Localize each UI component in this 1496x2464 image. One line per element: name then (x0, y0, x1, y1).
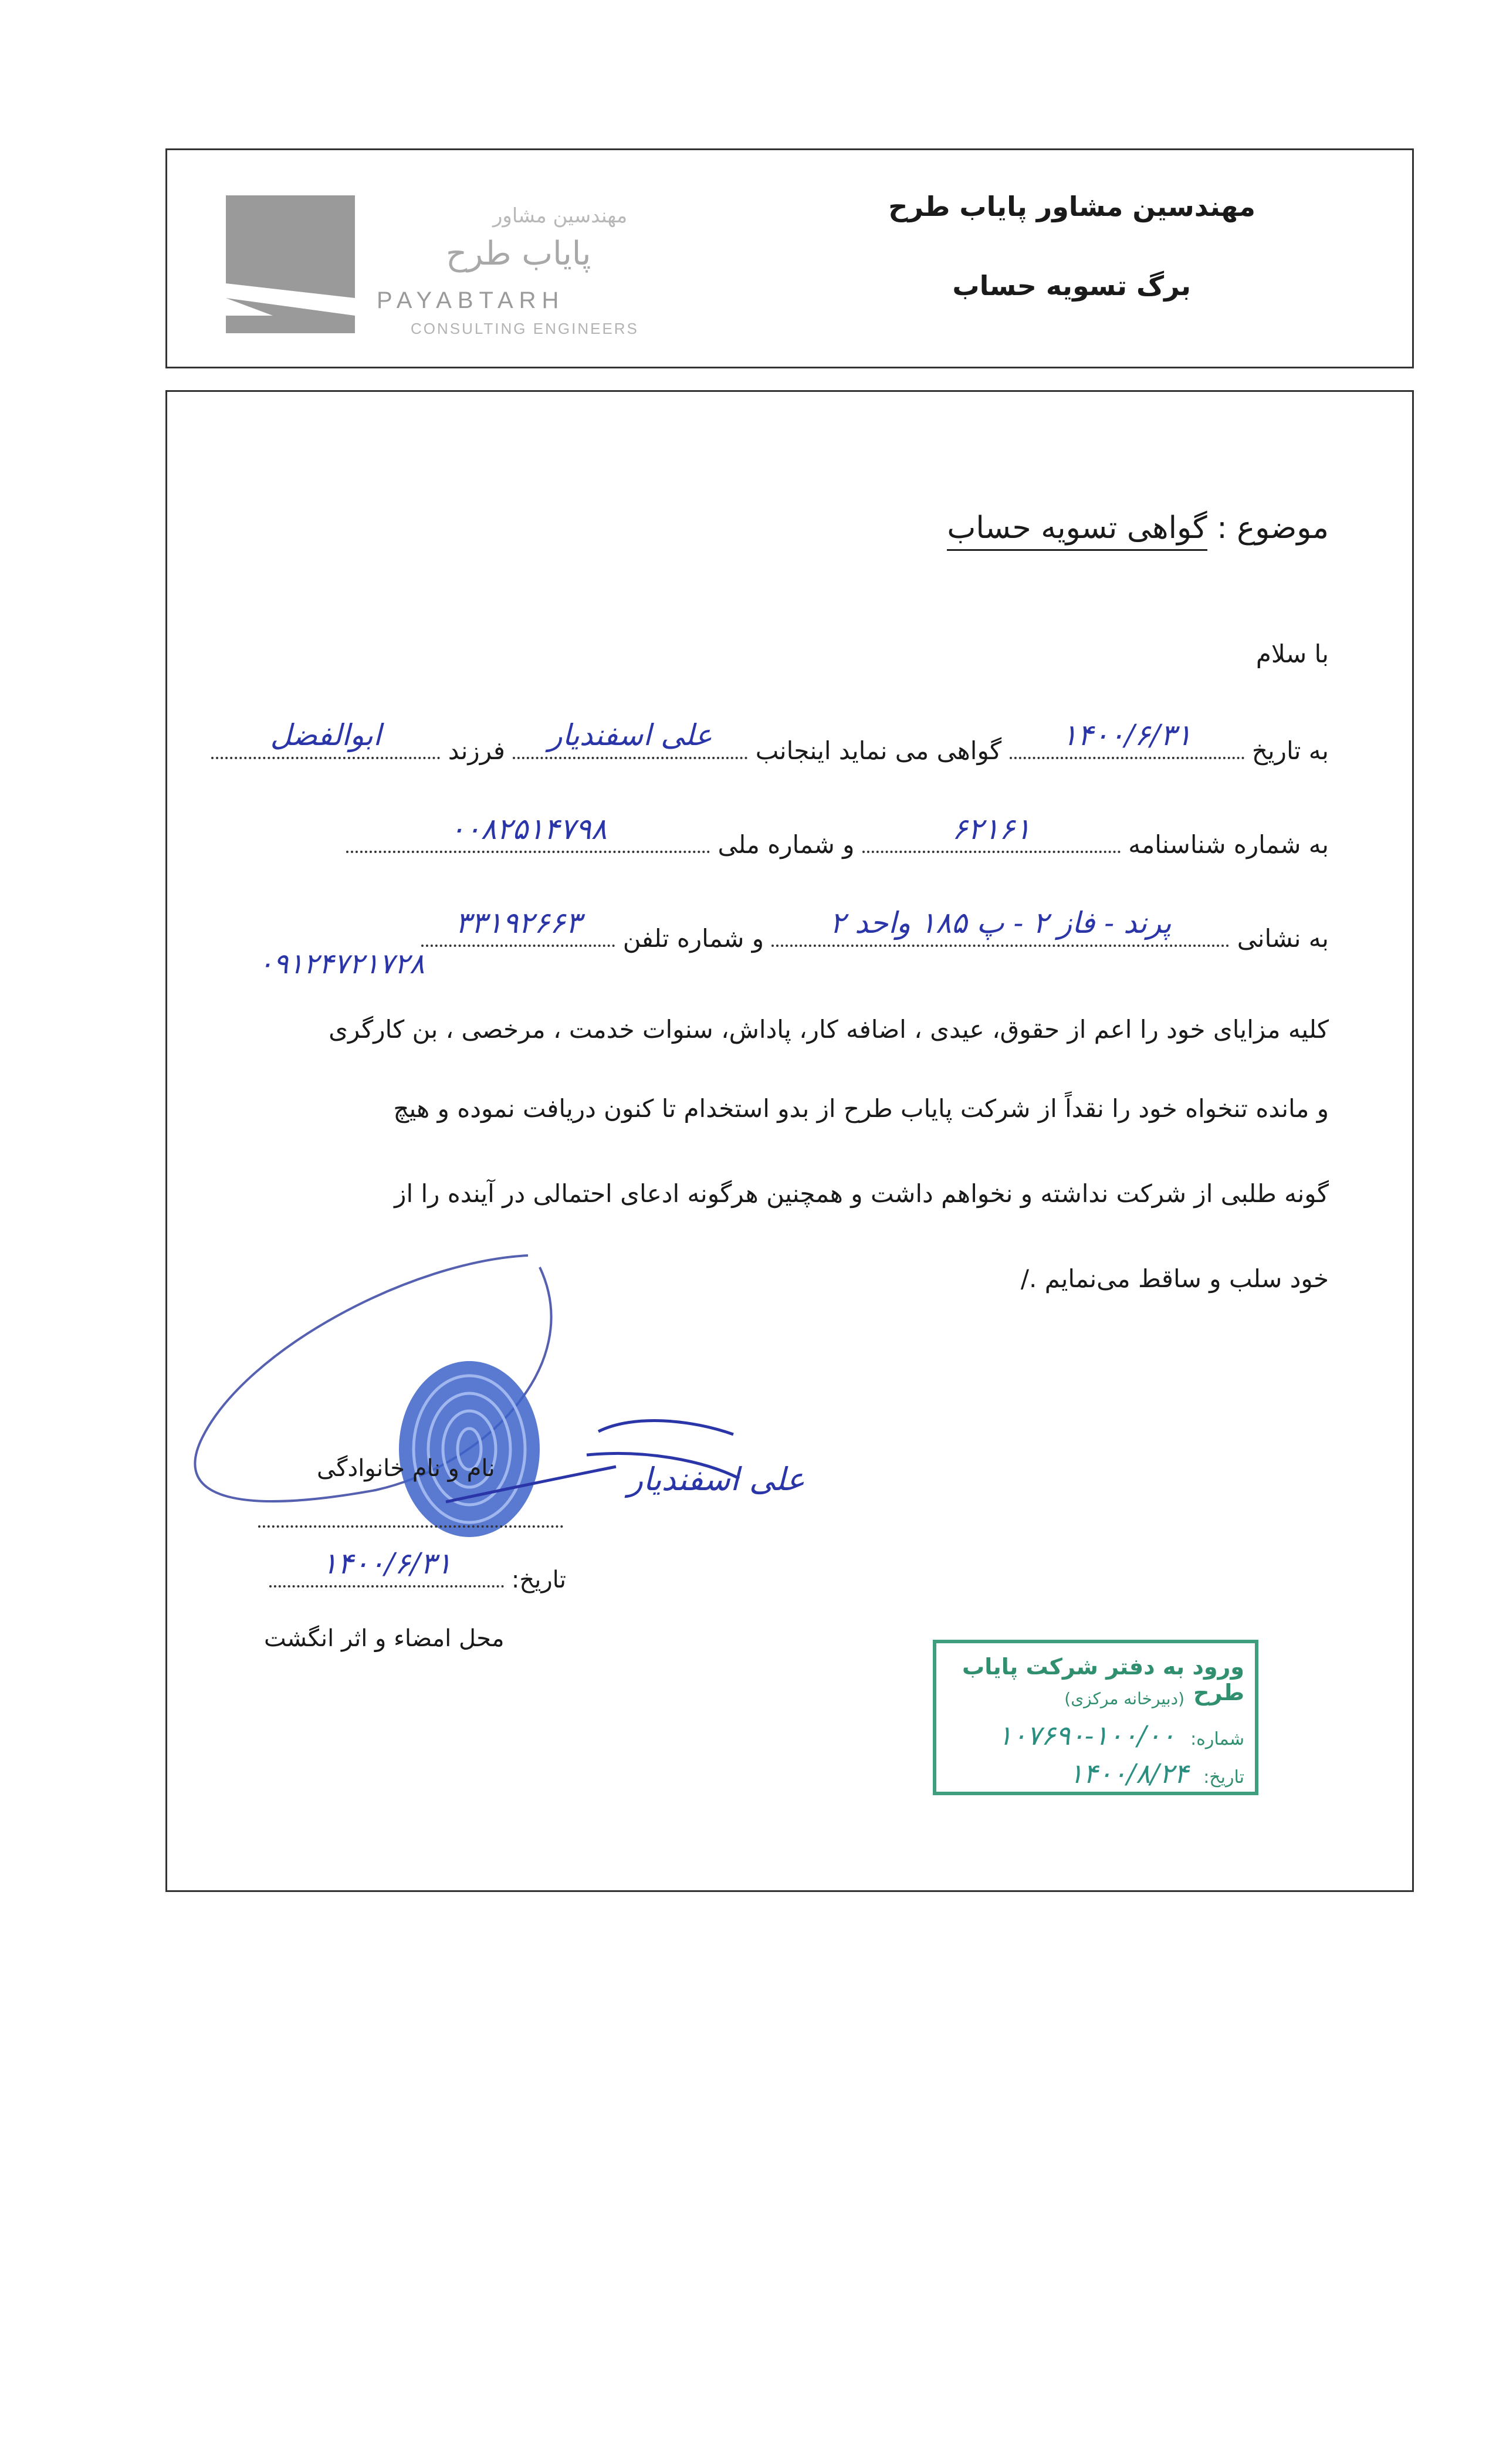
signature-dotted-line (258, 1525, 563, 1528)
fingerprint-icon (399, 1361, 540, 1537)
address-label: به نشانی (1237, 924, 1329, 953)
phone-label: و شماره تلفن (622, 924, 764, 953)
paragraph-line-2: و مانده تنخواه خود را نقداً از شرکت پایاب طرح از بدو استخدام تا کنون دریافت نموده و هیچ (393, 1094, 1329, 1123)
stamp-number (998, 1720, 1244, 1751)
father-value: ابوالفضل (270, 718, 381, 752)
logo-fa-small: مهندسین مشاور (493, 204, 628, 228)
name-family-label: نام و نام خانوادگی (317, 1455, 495, 1482)
signature-date-field (269, 1546, 504, 1588)
id-value: ۶۲۱۶۱ (952, 812, 1031, 846)
father-label: فرزند (448, 736, 505, 765)
stamp-title: ورود به دفتر شرکت پایاب طرح (962, 1654, 1244, 1705)
date-value: ۱۴۰۰/۶/۳۱ (1061, 718, 1192, 752)
paragraph-line-3: گونه طلبی از شرکت نداشته و نخواهم داشت و همچنین هرگونه ادعای احتمالی در آینده را از (394, 1179, 1329, 1208)
mobile-value: ۰۹۱۲۴۷۲۱۷۲۸ (258, 947, 425, 980)
name-value: علی اسفندیار (548, 718, 713, 752)
signature-date-label: تاریخ: (511, 1566, 566, 1593)
stamp-number-value: ۱۰۰/۰۰-۱۰۷۶۹۰ (997, 1720, 1176, 1751)
subject-value: گواهی تسویه حساب (947, 510, 1207, 551)
paragraph-line-4: خود سلب و ساقط می‌نمایم ./ (1020, 1264, 1329, 1293)
stamp-date-value: ۱۴۰۰/۸/۲۴ (1068, 1758, 1189, 1789)
date-label: به تاریخ (1251, 736, 1329, 765)
paragraph-line-1: کلیه مزایای خود را اعم از حقوق، عیدی ، اضافه کار، پاداش، سنوات خدمت ، مرخصی ، بن کارگری (329, 1015, 1329, 1044)
signed-name: علی اسفندیار (628, 1461, 805, 1498)
subject-label: موضوع : (1217, 510, 1329, 546)
signature-date-value: ۱۴۰۰/۶/۳۱ (321, 1546, 452, 1580)
logo-en-name: PAYABTARH (377, 287, 565, 313)
sign-place-label: محل امضاء و اثر انگشت (264, 1625, 505, 1652)
office-entry-stamp (933, 1640, 1258, 1795)
stamp-date-label: تاریخ: (1203, 1767, 1244, 1788)
phone-value: ۳۳۱۹۲۶۶۳ (455, 906, 581, 940)
stamp-date (1069, 1758, 1244, 1789)
greeting: با سلام (1255, 639, 1329, 668)
stamp-number-label: شماره: (1190, 1729, 1244, 1749)
stamp-subtitle: (دبیرخانه مرکزی) (1064, 1689, 1184, 1708)
company-title: مهندسین مشاور پایاب طرح (888, 191, 1255, 222)
national-id-label: و شماره ملی (717, 830, 855, 859)
address-value: پرند - فاز ۲ - پ ۱۸۵ واحد ۲ (830, 906, 1172, 940)
form-title: برگ تسویه حساب (952, 270, 1191, 302)
signature-date (246, 1546, 566, 1593)
national-id-value: ۰۰۸۲۵۱۴۷۹۸ (449, 812, 607, 846)
logo-fa-name: پایاب طرح (446, 235, 591, 273)
logo-en-sub: CONSULTING ENGINEERS (411, 320, 639, 337)
id-label: به شماره شناسنامه (1128, 830, 1329, 859)
declarant-label: گواهی می نماید اینجانب (755, 736, 1002, 765)
